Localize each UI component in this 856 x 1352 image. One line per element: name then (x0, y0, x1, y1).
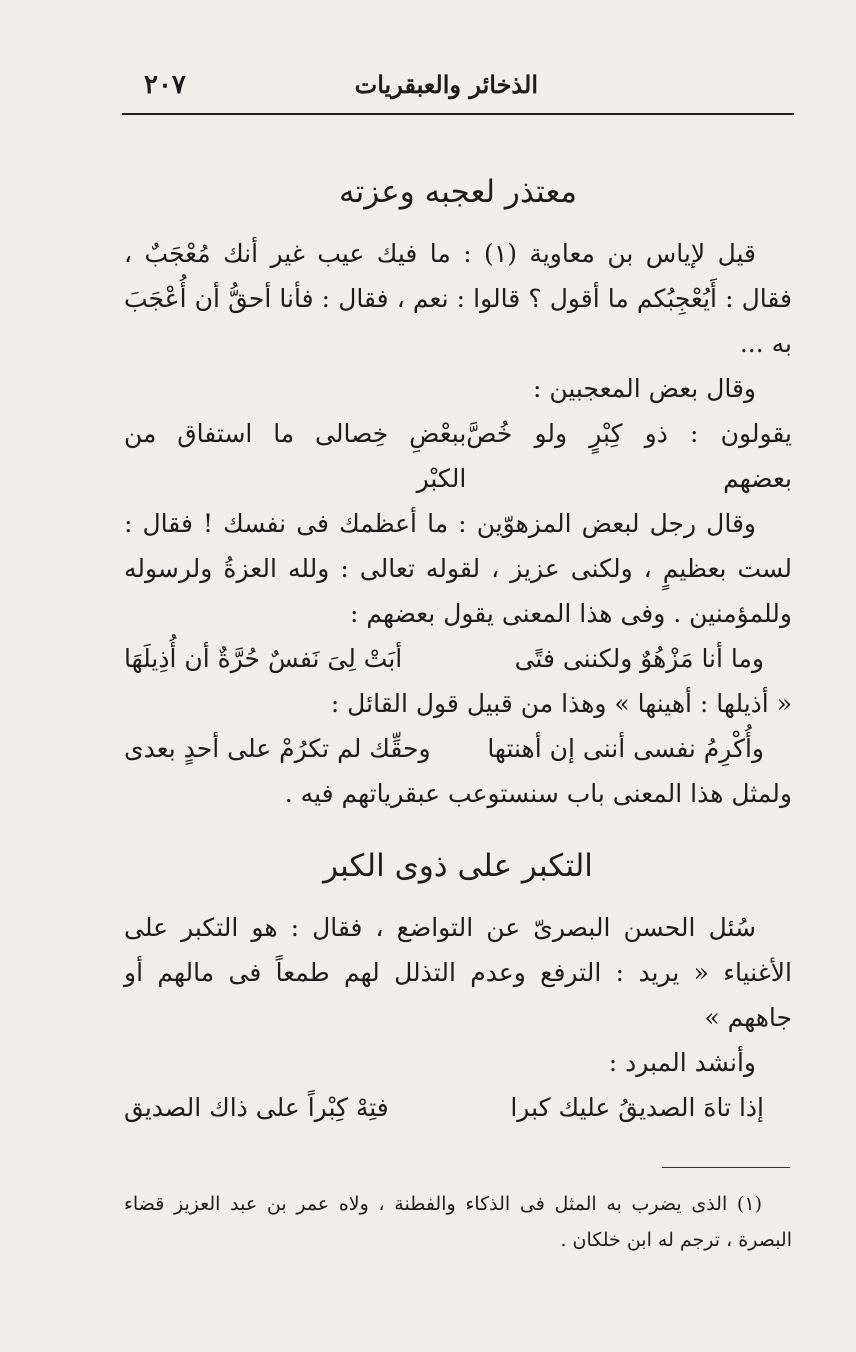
verse-hemistich-first: يقولون : ذو كِبْرٍ ولو خُصَّ بعضهم (466, 419, 792, 493)
paragraph-hasan-basri: سُئل الحسن البصرىّ عن التواضع ، فقال : هو التكبر على الأغنياء « يريد : الترفع وعدم التذلل لهم طمعاً فى مالهم أو جاههم » (124, 913, 792, 1032)
running-title: الذخائر والعبقريات (354, 70, 538, 99)
verse-line (124, 636, 792, 681)
paragraph-mubarrad: وأنشد المبرد : (608, 1048, 756, 1077)
verse-hemistich-second: أبَتْ لِىَ نَفسٌ حُرَّةٌ أن أُذِيلَهَا (124, 644, 403, 673)
verse-hemistich-second: ببعْضِ خِصالى ما استفاق من الكبْر (124, 419, 467, 493)
section-title-arrogance: التكبر على ذوى الكبر (323, 848, 593, 884)
page-body (124, 160, 792, 1130)
page-header (122, 64, 794, 112)
verse-line (124, 726, 792, 771)
paragraph-intro-verse: وقال بعض المعجبين : (532, 374, 756, 403)
verse-hemistich-first: وما أنا مَزْهُوٌ ولكننى فتًى (514, 644, 764, 673)
paragraph-gloss: « أذيلها : أهينها » وهذا من قبيل قول القائل : (330, 689, 792, 718)
paragraph-iyas: قيل لإياس بن معاوية (١) : ما فيك عيب غير أنك مُعْجَبٌ ، فقال : أَيُعْجِبُكم ما أقول ؟ قالوا : نعم ، فقال : فأنا أحقُّ أن أُعْجَبَ به ... (124, 239, 792, 358)
paragraph-closing: ولمثل هذا المعنى باب سنستوعب عبقرياتهم فيه . (284, 779, 792, 808)
paragraph-proud-man: وقال رجل لبعض المزهوّين : ما أعظمك فى نفسك ! فقال : لست بعظيمٍ ، ولكنى عزيز ، لقوله تعالى : ولله العزةُ ولرسوله وللمؤمنين . وفى هذا المعنى يقول بعضهم : (124, 509, 792, 628)
footnotes (124, 1186, 792, 1258)
verse-hemistich-first: إذا تاهَ الصديقُ عليك كبرا (510, 1093, 764, 1122)
verse-line (124, 1085, 792, 1130)
footnote-rule (662, 1167, 790, 1168)
section-title-vanity: معتذر لعجبه وعزته (338, 174, 578, 210)
footnote-1: (١) الذى يضرب به المثل فى الذكاء والفطنة ، ولاه عمر بن عبد العزيز قضاء البصرة ، ترجم له ابن خلكان . (124, 1193, 792, 1251)
page-number: ٢٠٧ (144, 70, 186, 100)
verse-line (124, 411, 792, 501)
verse-hemistich-second: وحقِّك لم تكرُمْ على أحدٍ بعدى (124, 734, 431, 763)
verse-hemistich-second: فتِهْ كِبْراً على ذاك الصديق (124, 1093, 389, 1122)
verse-hemistich-first: وأُكْرِمُ نفسى أننى إن أهنتها (487, 734, 764, 763)
header-rule (122, 113, 794, 115)
